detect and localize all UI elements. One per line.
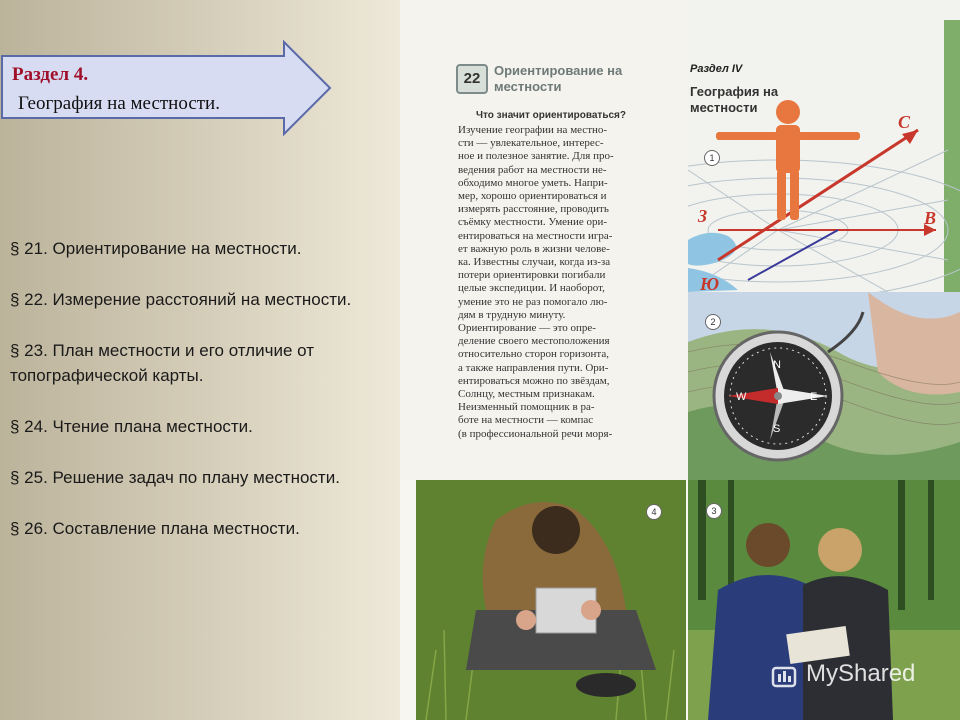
- toc-item: § 26. Составление плана местности.: [10, 519, 300, 538]
- left-panel: [0, 0, 400, 720]
- section-subtitle: География на местности.: [18, 93, 220, 114]
- textbook-text-page: [400, 0, 688, 480]
- toc-item: § 22. Измерение расстояний на местности.: [10, 290, 352, 309]
- lesson-title: Ориентирование на местности: [494, 63, 623, 94]
- section-title: Раздел 4.: [12, 64, 89, 85]
- figure-number: 2: [705, 314, 721, 330]
- question-heading: Что значит ориентироваться?: [476, 110, 626, 121]
- compass-letter-south: Ю: [700, 274, 720, 292]
- figure-man-in-grass: [416, 480, 686, 720]
- toc-item: § 24. Чтение плана местности.: [10, 417, 253, 436]
- lesson-body-text: Изучение географии на местно- сти — увлекательное, интерес- ное и полезное занятие. Для про- ведения работ на местности не- обходимо многое уметь. Напри- мер, хорошо ориентироваться и измерять расстояние, проводить съёмку местности. Умение ори- ентироваться на местности игра- ет важную роль в жизни челове- ка. Известны случаи, когда из-за потери ориентировки погибали целые экспедиции. И наоборот, умение это не раз помогало лю- дям в трудную минуту. Ориентирование — это опре- деление своего местоположения относительно сторон горизонта, а также направления пути. Ори- ентироваться можно по звёздам, Солнцу, местным признакам. Неизменный помощник в ра- боте на местности — компас (в профессиональной речи моря-: [458, 124, 614, 440]
- lesson-number-badge: 22: [456, 64, 488, 94]
- compass-letter-north: С: [898, 112, 911, 132]
- figure-number: 4: [646, 504, 662, 520]
- compass-letter-east: В: [924, 208, 937, 228]
- watermark-text: MyShared: [806, 660, 916, 687]
- watermark-icon: [770, 660, 800, 690]
- toc-item: § 25. Решение задач по плану местности.: [10, 468, 340, 487]
- title-arrow-shape: [0, 40, 332, 136]
- compass-letter-west: З: [698, 206, 708, 226]
- figure-number: 1: [704, 150, 720, 166]
- figure-compass-on-map: [688, 292, 960, 480]
- toc-list: [10, 236, 395, 567]
- svg-text:N: N: [773, 359, 781, 371]
- svg-text:E: E: [810, 391, 818, 403]
- svg-text:W: W: [736, 391, 747, 403]
- svg-text:S: S: [773, 423, 781, 435]
- toc-item: § 23. План местности и его отличие от топографической карты.: [10, 341, 314, 385]
- textbook-spread: [400, 0, 960, 720]
- toc-item: § 21. Ориентирование на местности.: [10, 239, 302, 258]
- figure-number: 3: [706, 503, 722, 519]
- book-section-title: География на местности: [690, 84, 779, 115]
- section-label: Раздел IV: [690, 63, 743, 75]
- figure-compass-diagram: [688, 0, 960, 292]
